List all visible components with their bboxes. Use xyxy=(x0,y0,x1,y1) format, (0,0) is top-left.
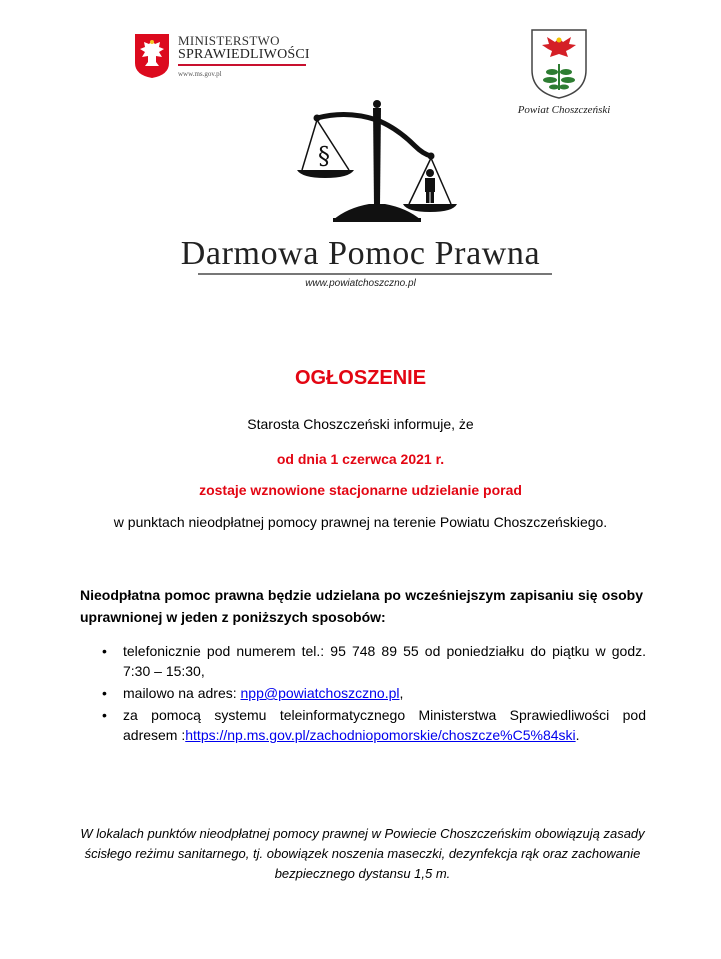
announcement-date: od dnia 1 czerwca 2021 r. xyxy=(276,451,445,467)
ministry-url: www.ms.gov.pl xyxy=(178,70,222,78)
bullet-icon: • xyxy=(102,707,107,723)
ministry-name-line2: SPRAWIEDLIWOŚCI xyxy=(178,47,310,62)
county-logo xyxy=(510,28,620,123)
email-suffix: , xyxy=(399,685,404,701)
sanitary-rules-footnote: W lokalach punktów nieodpłatnej pomocy prawnej w Powiecie Choszczeńskim obowiązują zasady ścisłego reżimu sanitarnego, tj. obowiązek noszenia maseczki, dezynfekcja rąk oraz zachowanie bezpiecznego dystansu 1,5 m. xyxy=(80,826,645,881)
ministry-logo xyxy=(134,33,314,85)
ms-system-link[interactable]: https://np.ms.gov.pl/zachodniopomorskie/choszcze%C5%84ski xyxy=(185,727,576,743)
list-item-phone xyxy=(80,641,646,681)
contact-intro: Nieodpłatna pomoc prawna będzie udzielana po wcześniejszym zapisaniu się osoby uprawnionej w jeden z poniższych sposobów: xyxy=(80,587,643,625)
email-prefix: mailowo na adres: xyxy=(123,685,241,701)
bullet-icon: • xyxy=(102,643,107,659)
scales-of-justice-icon xyxy=(297,98,457,228)
bullet-icon: • xyxy=(102,685,107,701)
banner-rule xyxy=(198,273,552,275)
ministry-logo-rule xyxy=(178,64,306,66)
announcement-resumption: zostaje wznowione stacjonarne udzielanie porad xyxy=(199,482,522,498)
phone-contact-text: telefonicznie pod numerem tel.: 95 748 89 55 od poniedziałku do piątku w godz. 7:30 – 15:30, xyxy=(123,643,646,679)
announcement-line-4: w punktach nieodpłatnej pomocy prawnej na terenie Powiatu Choszczeńskiego. xyxy=(113,514,608,530)
polish-eagle-emblem-icon xyxy=(134,33,170,79)
announcement-line-1: Starosta Choszczeński informuje, że xyxy=(247,416,474,432)
banner-title: Darmowa Pomoc Prawna xyxy=(180,235,541,272)
online-suffix: . xyxy=(575,727,580,743)
banner-url: www.powiatchoszczno.pl xyxy=(305,278,416,289)
list-item-online xyxy=(80,705,646,745)
contact-methods-list xyxy=(80,641,646,745)
list-item-email xyxy=(80,683,646,703)
county-coat-of-arms-icon xyxy=(530,28,588,100)
county-name: Powiat Choszczeński xyxy=(517,104,611,116)
email-link[interactable]: npp@powiatchoszczno.pl xyxy=(240,685,400,701)
announcement-heading: OGŁOSZENIE xyxy=(294,367,427,389)
svg-text:§: § xyxy=(318,142,330,170)
ministry-name-line1: MINISTERSTWO xyxy=(178,33,280,48)
online-prefix: za pomocą systemu teleinformatycznego Ministerstwa Sprawiedliwości pod adresem : xyxy=(123,707,646,743)
